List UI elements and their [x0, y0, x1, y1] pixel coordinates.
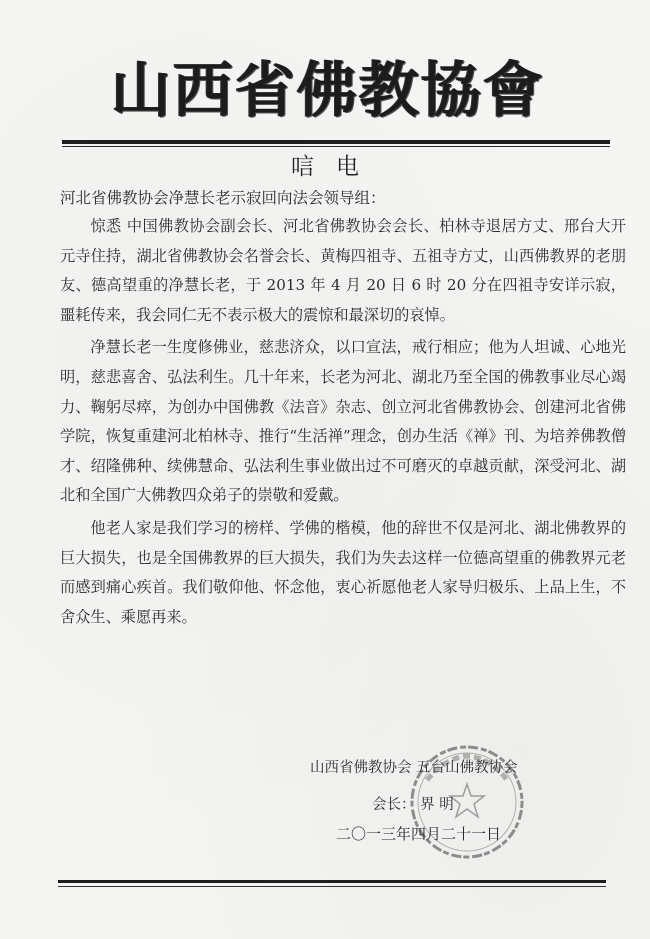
- signing-date: 二〇一三年四月二十一日: [336, 825, 502, 843]
- header-divider: [62, 140, 610, 147]
- footer-divider: [58, 880, 606, 883]
- signing-chairman: 会长： 界 明: [372, 797, 454, 813]
- body-paragraph: 他老人家是我们学习的榜样、学佛的楷模，他的辞世不仅是河北、湖北佛教界的巨大损失，也是全国佛教界的巨大损失，我们为失去这样一位德高望重的佛教界元老而感到痛心疾首。我们敬仰他、怀念他，衷心祈愿他老人家导归极乐、上品上生，不舍众生、乘愿再来。: [60, 518, 626, 626]
- document-type: 唁电: [291, 154, 381, 180]
- letter-body: [60, 212, 626, 635]
- body-paragraph: 惊悉 中国佛教协会副会长、河北省佛教协会会长、柏林寺退居方丈、邢台大开元寺住持，湖北省佛教协会名誉会长、黄梅四祖寺、五祖寺方丈，山西佛教界的老朋友、德高望重的净慧长老，于 2013 年 4 月 20 日 6 时 20 分在四祖寺安详示寂，噩耗传来，我会同仁无不表示极大的震惊和最深切的哀悼。: [60, 217, 626, 324]
- signing-organizations: 山西省佛教协会 五台山佛教协会: [310, 760, 518, 776]
- footer-divider-thin: [58, 886, 606, 887]
- salutation: 河北省佛教协会净慧长老示寂回向法会领导组：: [60, 189, 386, 207]
- letterhead-title: 山西省佛教協會: [111, 56, 545, 126]
- body-paragraph: 净慧长老一生度修佛业，慈悲济众，以口宣法，戒行相应；他为人坦诚、心地光明，慈悲喜舍、弘法利生。几十年来，长老为河北、湖北乃至全国的佛教事业尽心竭力、鞠躬尽瘁，为创办中国佛教《法音》杂志、创立河北省佛教协会、创建河北省佛学院，恢复重建河北柏林寺、推行“生活禅”理念，创办生活《禅》刊、为培养佛教僧才、绍隆佛种、续佛慧命、弘法利生事业做出过不可磨灭的卓越贡献，深受河北、湖北和全国广大佛教四众弟子的崇敬和爱戴。: [60, 338, 626, 505]
